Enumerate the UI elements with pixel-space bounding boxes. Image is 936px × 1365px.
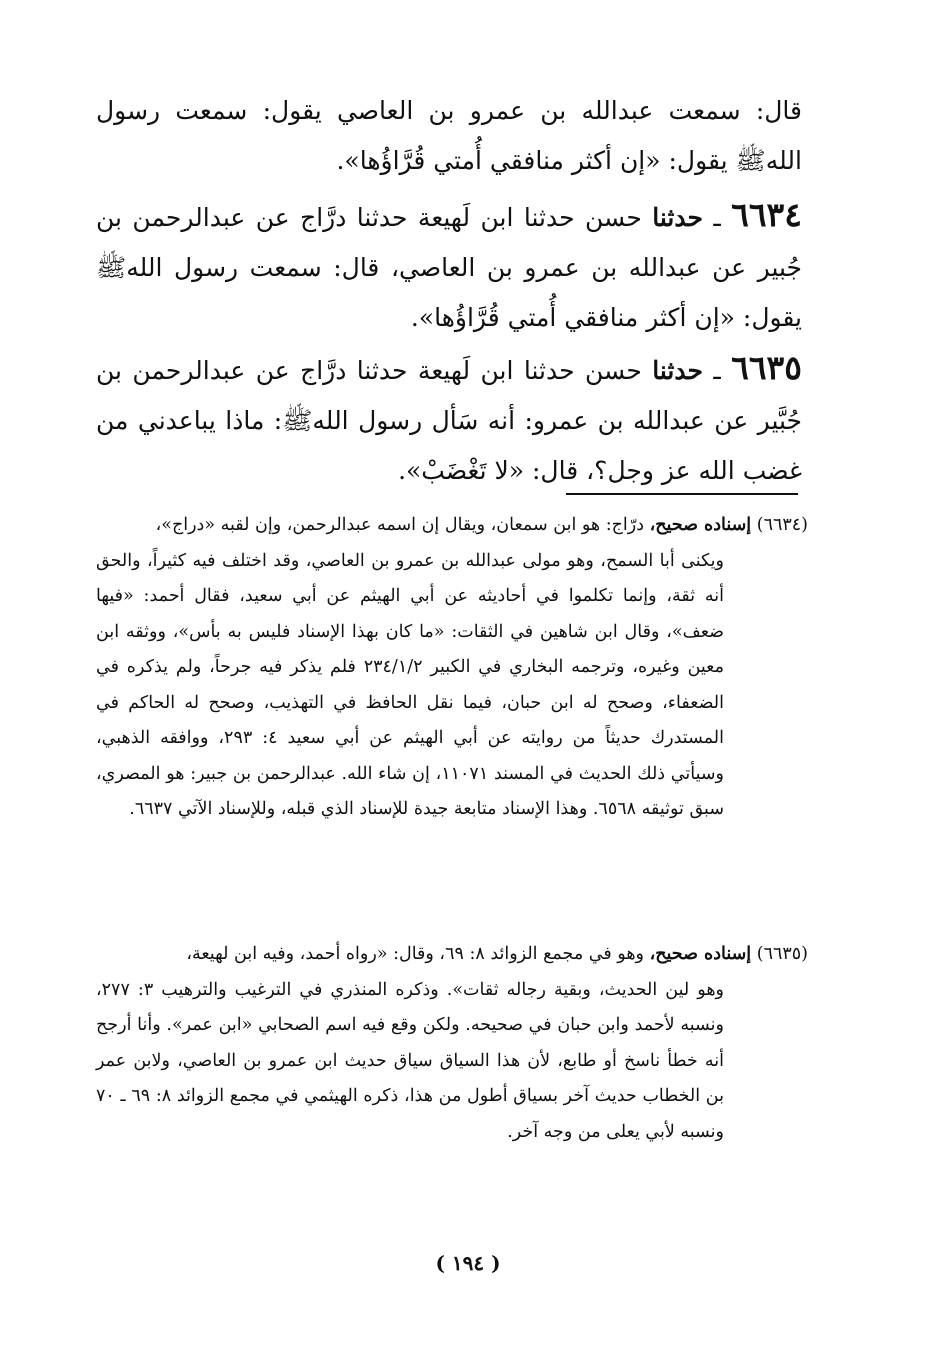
hadith-number: ٦٦٣٥ [731,348,803,387]
footnote-body: وهو لين الحديث، وبقية رجاله ثقات». وذكره المنذري في الترغيب والترهيب ٣: ٢٧٧، ونسبه لأحمد وابن حبان في صحيحه. ولكن وقع فيه اسم الصحابي «ابن عمر». وأنا أرجح أنه خطأ ناسخ أو طابع، لأن هذا السياق سياق حديث ابن عمرو بن العاصي، ولابن عمر بن الخطاب حديث آخر بسياق أطول من هذا، ذكره الهيثمي في مجمع الزوائد ٨: ٦٩ ـ ٧٠ ونسبه لأبي يعلى من وجه آخر. [96,979,724,1142]
hadith-text: حسن حدثنا ابن لَهيعة حدثنا درَّاج عن عبدالرحمن بن جُبير عن عبدالله بن عمرو بن العاصي، قال: سمعت رسول اللهﷺ يقول: «إن أكثر منافقي أُمتي قُرَّاؤُها». [96,203,802,332]
footnote-body: ويكنى أبا السمح، وهو مولى عبدالله بن عمرو بن العاصي، وقد اختلف فيه كثيراً، والحق أنه ثقة، وإنما تكلموا في أحاديثه عن أبي الهيثم عن أبي سعيد، فقال أحمد: «فيها ضعف»، وقال ابن شاهين في الثقات: «ما كان بهذا الإسناد فليس به بأس»، ووثقه ابن معين وغيره، وترجمه البخاري في الكبير ٢٣٤/١/٢ فلم يذكر فيه جرحاً، ولم يذكره في الضعفاء، وصحح له ابن حبان، فيما نقل الحافظ في التهذيب، وصحح له الحاكم في المستدرك حديثاً من روايته عن أبي الهيثم عن أبي سعيد ٤: ٢٩٣، ووافقه الذهبي، وسيأتي ذلك الحديث في المسند ١١٠٧١، إن شاء الله. عبدالرحمن بن جبير: هو المصري، سبق توثيقه ٦٥٦٨. وهذا الإسناد متابعة جيدة للإسناد الذي قبله، وللإسناد الآتي ٦٦٣٧. [96,550,724,819]
hadith-6635 [96,343,802,496]
hadith-paragraph: ٦٦٣٥ ـ حدثنا حسن حدثنا ابن لَهيعة حدثنا درَّاج عن عبدالرحمن بن جُبَّير عن عبدالله بن عمرو: أنه سَأل رسول اللهﷺ: ماذا يباعدني من غضب الله عز وجل؟، قال: «لا تَغْضَبْ». [96,348,803,485]
footnote-first-line [96,508,808,544]
footnote-number: (٦٦٣٥) [756,944,808,964]
footnote-paragraph [96,937,808,1150]
hadith-text: قال: سمعت عبدالله بن عمرو بن العاصي يقول: سمعت رسول اللهﷺ يقول: «إن أكثر منافقي أُمتي قُرَّاؤُها». [96,96,802,175]
hadith-text: حسن حدثنا ابن لَهيعة حدثنا درَّاج عن عبدالرحمن بن جُبَّير عن عبدالله بن عمرو: أنه سَأل رسول اللهﷺ: ماذا يباعدني من غضب الله عز وجل؟، قال: «لا تَغْضَبْ». [96,356,802,485]
footnote-paragraph [96,508,808,828]
footnote-keyword: إسناده صحيح، [649,944,752,964]
footnote-6635 [96,937,808,1150]
footnote-keyword: إسناده صحيح، [649,515,752,535]
hadith-keyword: حدثنا [652,203,703,232]
hadith-6634 [96,190,802,343]
footnote-6634 [96,508,808,828]
footnote-first-line [96,937,808,973]
hadith-number: ٦٦٣٤ [731,195,803,234]
hadith-continuation [96,86,802,186]
footnote-number: (٦٦٣٤) [756,515,808,535]
hadith-keyword: حدثنا [652,356,703,385]
footnote-separator [566,493,798,495]
footnote-lead-text: درّاج: هو ابن سمعان، ويقال إن اسمه عبدالرحمن، وإن لقبه «دراج»، [155,515,644,535]
page-number: ( ١٩٤ ) [435,1251,501,1275]
hadith-paragraph: ٦٦٣٤ ـ حدثنا حسن حدثنا ابن لَهيعة حدثنا درَّاج عن عبدالرحمن بن جُبير عن عبدالله بن عمرو بن العاصي، قال: سمعت رسول اللهﷺ يقول: «إن أكثر منافقي أُمتي قُرَّاؤُها». [96,195,803,332]
footnote-lead-text: وهو في مجمع الزوائد ٨: ٦٩، وقال: «رواه أحمد، وفيه ابن لهيعة، [186,944,644,964]
